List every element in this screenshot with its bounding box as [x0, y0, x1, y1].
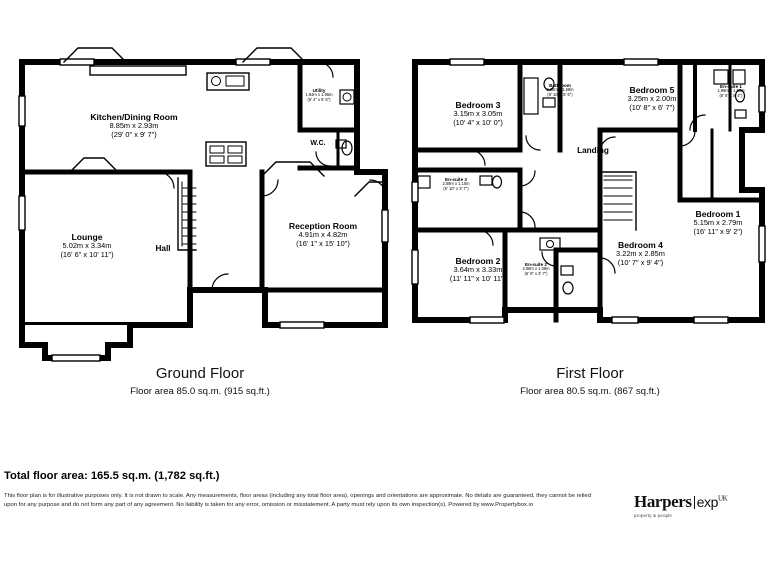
- room-dim-metric: 8.85m x 2.93m: [109, 121, 159, 131]
- brand-name: Harpers: [634, 492, 692, 511]
- room-dim-imperial: (10' 4" x 10' 0"): [453, 117, 503, 127]
- room-label-bedroom-3: [423, 100, 533, 128]
- room-dim-imperial: (11' 11" x 10' 11"): [449, 273, 507, 283]
- room-dim-metric: 4.91m x 4.82m: [298, 230, 348, 240]
- brand-divider: [694, 496, 695, 509]
- first-floor-area: Floor area 80.5 sq.m. (867 sq.ft.): [520, 386, 660, 397]
- room-dim-metric: 1.94m x 1.65m: [305, 92, 333, 98]
- room-dim-imperial: (6' 9" x 3' 7"): [524, 270, 548, 276]
- room-name: Reception Room: [288, 221, 358, 231]
- brand-tagline: property & people: [634, 513, 673, 518]
- room-dim-imperial: (29' 0" x 9' 7"): [111, 129, 157, 139]
- room-label-kitchen-dining-room: [54, 112, 214, 140]
- ground-floor-title: Ground Floor: [155, 365, 245, 382]
- room-label-en-suite-2: [512, 262, 560, 277]
- room-dim-imperial: (6' 6" x 5' 4"): [719, 92, 743, 98]
- room-dim-imperial: (6' 10" x 3' 7"): [443, 185, 469, 191]
- room-name: Kitchen/Dining Room: [90, 112, 178, 122]
- room-dim-metric: 2.09m x 1.10m: [442, 181, 470, 187]
- room-name: En-suite 2: [525, 262, 547, 267]
- room-label-reception-room: [258, 221, 388, 249]
- room-label-wc: W.C.: [310, 140, 326, 147]
- total-floor-area: Total floor area: 165.5 sq.m. (1,782 sq.ft.): [4, 470, 220, 482]
- brand-region: UK: [718, 494, 728, 503]
- room-dim-metric: 1.99m x 1.63m: [717, 88, 745, 94]
- room-name: En-suite 3: [445, 177, 467, 182]
- room-dim-metric: 2.08m x 1.69m: [546, 87, 574, 93]
- first-floor-title: First Floor: [556, 365, 624, 382]
- room-dim-metric: 3.15m x 3.05m: [453, 109, 503, 119]
- room-label-bedroom-4: [588, 240, 693, 268]
- room-dim-imperial: (16' 1" x 15' 10"): [296, 238, 350, 248]
- brand-logo: [634, 492, 754, 518]
- room-label-lounge: [22, 232, 152, 260]
- room-name: Bedroom 5: [629, 85, 675, 95]
- room-dim-imperial: (16' 11" x 9' 2"): [693, 226, 743, 236]
- room-name: Bedroom 3: [455, 100, 501, 110]
- room-label-utility: [301, 88, 337, 103]
- room-label-bedroom-5: [597, 85, 707, 113]
- room-name: Bedroom 1: [695, 209, 741, 219]
- room-dim-metric: 3.25m x 2.00m: [627, 94, 677, 104]
- room-dim-metric: 5.15m x 2.79m: [693, 218, 743, 228]
- room-dim-imperial: (10' 7" x 9' 4"): [617, 257, 664, 267]
- room-dim-imperial: (6' 10" x 5' 6"): [547, 91, 573, 97]
- room-name: Bedroom 4: [618, 240, 663, 250]
- room-dim-imperial: (10' 8" x 6' 7"): [629, 102, 675, 112]
- room-label-bathroom: [535, 83, 585, 98]
- room-dim-metric: 2.08m x 1.09m: [522, 266, 550, 272]
- room-label-bedroom-1: [663, 209, 768, 237]
- room-name: En-suite 1: [720, 84, 742, 89]
- room-dim-metric: 3.22m x 2.85m: [616, 249, 665, 259]
- room-name: Bedroom 2: [455, 256, 501, 266]
- room-name: Bathroom: [549, 83, 571, 88]
- room-label-landing: Landing: [577, 146, 609, 155]
- room-dim-metric: 5.02m x 3.34m: [62, 241, 112, 251]
- room-dim-metric: 3.64m x 3.33m: [453, 265, 503, 275]
- room-name: Utility: [312, 88, 326, 93]
- room-dim-imperial: (16' 6" x 10' 11"): [60, 249, 114, 259]
- room-label-en-suite-1: [707, 84, 755, 99]
- room-label-hall: Hall: [155, 244, 171, 253]
- room-dim-imperial: (6' 4" x 5' 5"): [307, 96, 331, 102]
- disclaimer-text: This floor plan is for illustrative purposes only. It is not drawn to scale. Any measurements, floor areas (including any total floor area), openings and orientations are approximate. No details are guaranteed, they cannot be relied upon for any purpose and do not form any part of any agreement. No liability is taken for any error, omission or misstatement. A party must rely upon its own inspection(s). Powered by www.Propertybox.io: [4, 493, 591, 508]
- room-name: Lounge: [71, 232, 103, 242]
- ground-floor-area: Floor area 85.0 sq.m. (915 sq.ft.): [130, 386, 270, 397]
- brand-sub: exp: [696, 494, 719, 510]
- room-label-en-suite-3: [432, 177, 480, 192]
